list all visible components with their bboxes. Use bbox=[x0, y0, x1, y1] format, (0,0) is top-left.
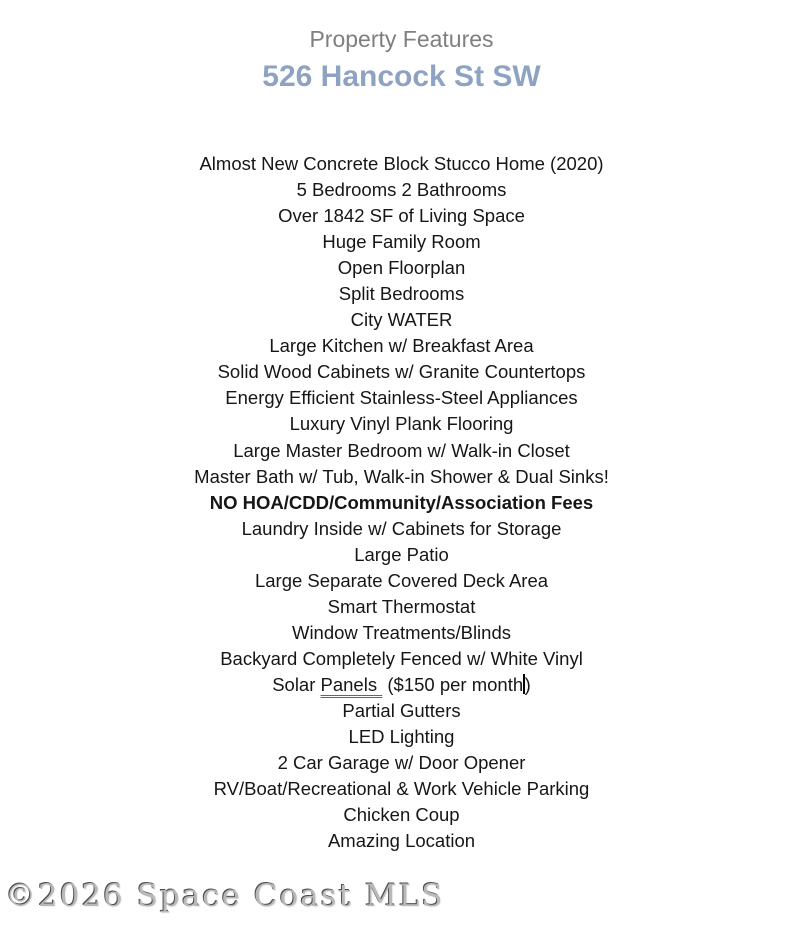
feature-text: NO HOA/CDD/Community/Association Fees bbox=[209, 491, 594, 513]
feature-line bbox=[0, 542, 803, 568]
feature-text: Smart Thermostat bbox=[327, 595, 476, 617]
feature-line bbox=[0, 307, 803, 333]
feature-text: 5 Bedrooms 2 Bathrooms bbox=[296, 179, 507, 201]
feature-text: Window Treatments/Blinds bbox=[291, 621, 511, 643]
feature-text: Chicken Coup bbox=[343, 804, 460, 826]
feature-text: City WATER bbox=[350, 309, 453, 331]
feature-text: 2 Car Garage w/ Door Opener bbox=[277, 752, 526, 774]
feature-text: Almost New Concrete Block Stucco Home (2020) bbox=[199, 153, 604, 174]
feature-text: Laundry Inside w/ Cabinets for Storage bbox=[241, 517, 562, 539]
feature-line bbox=[0, 620, 803, 646]
feature-text: Partial Gutters bbox=[342, 699, 461, 721]
feature-text: ) bbox=[524, 673, 531, 695]
feature-text: Amazing Location bbox=[327, 830, 476, 852]
feature-line bbox=[0, 229, 803, 255]
feature-line bbox=[0, 411, 803, 437]
feature-line bbox=[0, 359, 803, 385]
feature-line bbox=[0, 203, 803, 229]
feature-line bbox=[0, 802, 803, 828]
feature-line bbox=[0, 750, 803, 776]
feature-text: Backyard Completely Fenced w/ White Vinyl bbox=[220, 647, 583, 669]
feature-text: LED Lighting bbox=[348, 726, 455, 748]
feature-text: Large Kitchen w/ Breakfast Area bbox=[269, 335, 534, 357]
feature-text: Open Floorplan bbox=[337, 257, 466, 279]
feature-line bbox=[0, 698, 803, 724]
page-title: Property Features bbox=[309, 26, 494, 52]
feature-line bbox=[0, 828, 803, 854]
feature-line bbox=[0, 724, 803, 750]
feature-line bbox=[0, 516, 803, 542]
feature-text: Energy Efficient Stainless-Steel Appliances bbox=[225, 387, 578, 409]
document-header bbox=[0, 0, 803, 94]
feature-line bbox=[0, 255, 803, 281]
feature-text: Large Master Bedroom w/ Walk-in Closet bbox=[233, 439, 570, 461]
feature-text: Luxury Vinyl Plank Flooring bbox=[289, 413, 514, 435]
watermark: ©2026 Space Coast MLS bbox=[5, 878, 445, 914]
feature-line bbox=[0, 646, 803, 672]
feature-text: Large Patio bbox=[354, 543, 449, 565]
feature-line bbox=[0, 594, 803, 620]
underlined-word: Panels bbox=[320, 673, 383, 695]
feature-line bbox=[0, 438, 803, 464]
feature-text: Over 1842 SF of Living Space bbox=[278, 205, 525, 227]
feature-line bbox=[0, 151, 803, 177]
feature-line bbox=[0, 672, 803, 698]
feature-text: Huge Family Room bbox=[322, 231, 481, 253]
feature-line bbox=[0, 385, 803, 411]
feature-line bbox=[0, 281, 803, 307]
feature-line bbox=[0, 177, 803, 203]
features-list bbox=[0, 151, 803, 854]
property-address: 526 Hancock St SW bbox=[262, 60, 541, 93]
feature-text: RV/Boat/Recreational & Work Vehicle Parking bbox=[213, 778, 590, 800]
feature-text: Split Bedrooms bbox=[338, 283, 465, 305]
feature-line bbox=[0, 568, 803, 594]
feature-text: ($150 per month bbox=[382, 673, 524, 695]
feature-line bbox=[0, 464, 803, 490]
feature-text: Master Bath w/ Tub, Walk-in Shower & Dual Sinks! bbox=[194, 465, 609, 487]
feature-line bbox=[0, 776, 803, 802]
feature-text: Solid Wood Cabinets w/ Granite Countertops bbox=[217, 361, 586, 383]
feature-text: Large Separate Covered Deck Area bbox=[254, 569, 549, 591]
feature-text: Solar bbox=[272, 673, 321, 695]
feature-line bbox=[0, 333, 803, 359]
feature-line bbox=[0, 490, 803, 516]
